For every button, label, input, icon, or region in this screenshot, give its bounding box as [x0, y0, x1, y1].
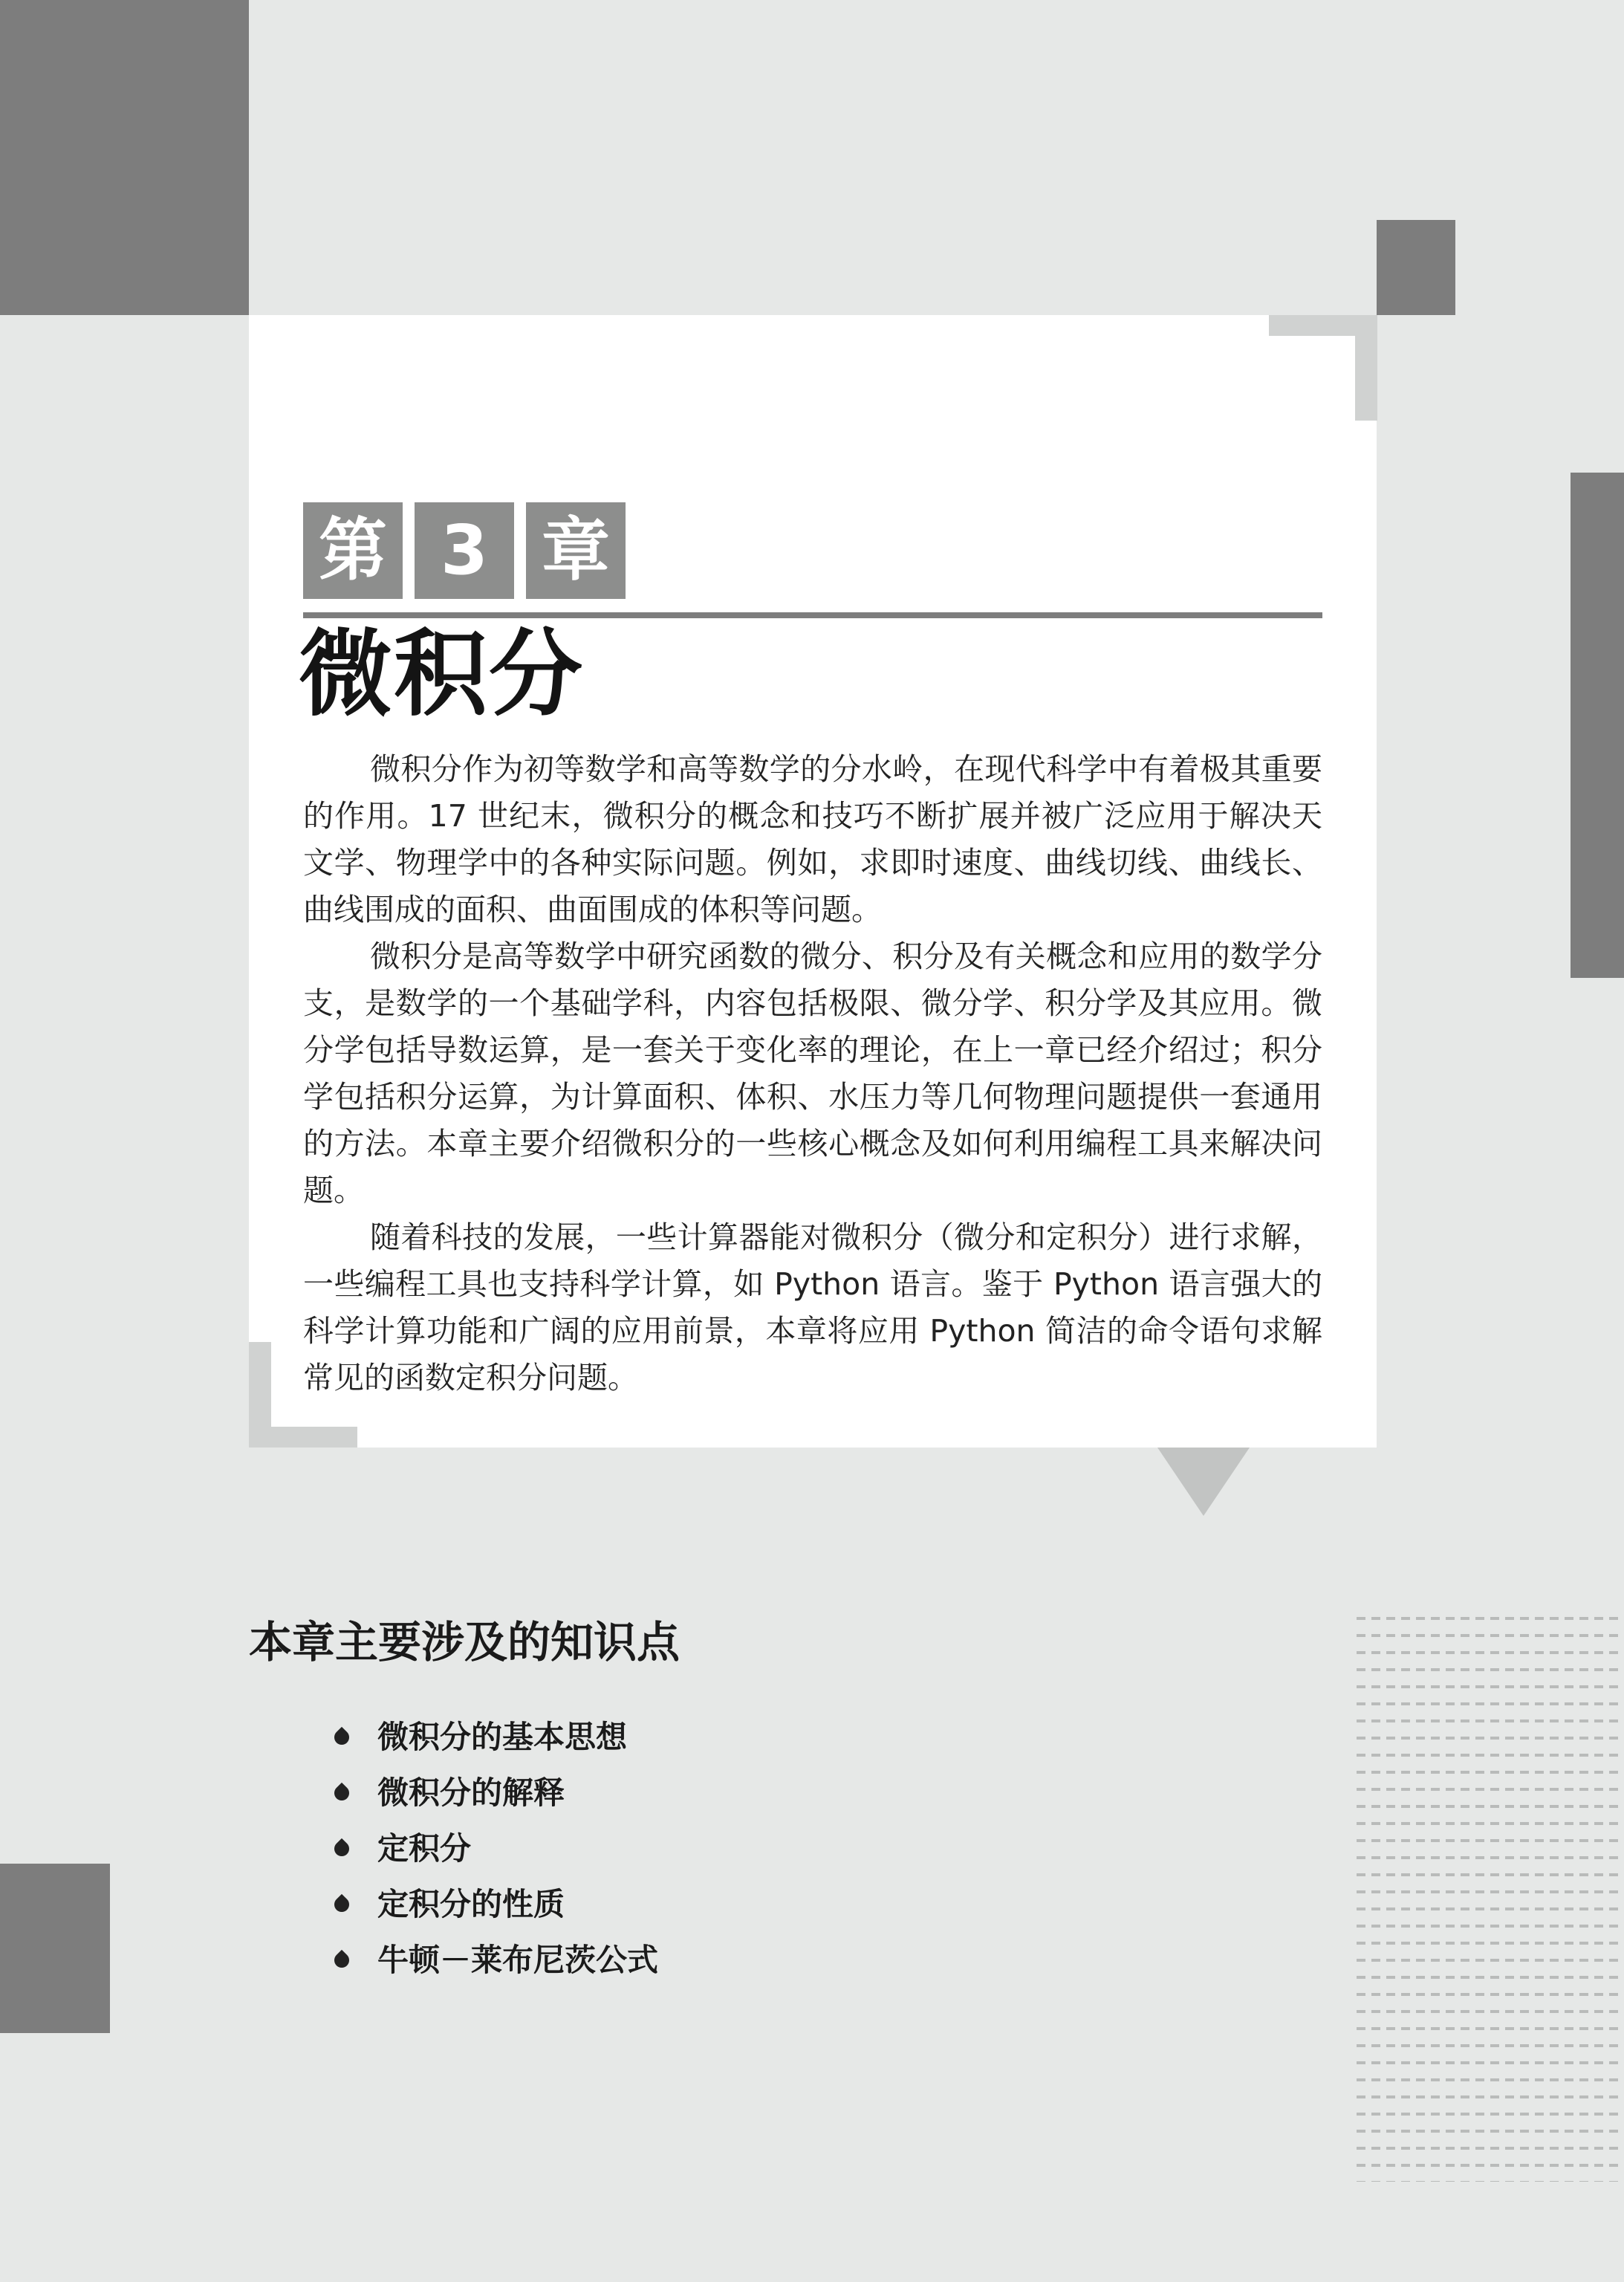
corner-bracket-bottom-left-horizontal: [249, 1427, 357, 1448]
bottom-left-block: [0, 1864, 110, 2033]
list-item: [334, 1765, 658, 1821]
top-left-block: [0, 0, 249, 315]
top-right-block: [1377, 220, 1455, 315]
list-item: [334, 1821, 658, 1876]
chapter-rule: [303, 612, 1322, 618]
dash-pattern: [1357, 1617, 1624, 2182]
chapter-title: 微积分: [299, 619, 584, 729]
drop-bullet-icon: [331, 1893, 352, 1914]
chapter-label-char: 章: [526, 502, 626, 599]
knowledge-points-heading: 本章主要涉及的知识点: [249, 1617, 681, 1667]
drop-bullet-icon: [331, 1949, 352, 1970]
list-item-label: 牛顿－莱布尼茨公式: [377, 1942, 659, 1978]
triangle-pointer-icon: [1157, 1448, 1250, 1516]
corner-bracket-top-right-vertical: [1355, 315, 1377, 421]
drop-bullet-icon: [331, 1726, 352, 1747]
list-item-label: 微积分的基本思想: [377, 1719, 628, 1755]
list-item: [334, 1709, 658, 1765]
chapter-label-char: 第: [303, 502, 403, 599]
list-item: [334, 1932, 658, 1988]
right-edge-tab: [1571, 473, 1624, 978]
knowledge-points-list: [334, 1709, 658, 1988]
list-item: [334, 1876, 658, 1932]
intro-paragraph: 随着科技的发展，一些计算器能对微积分（微分和定积分）进行求解，一些编程工具也支持科学计算，如 Python 语言。鉴于 Python 语言强大的科学计算功能和广阔的应用前景，本章将应用 Python 简洁的命令语句求解常见的函数定积分问题。: [303, 1219, 1322, 1396]
drop-bullet-icon: [331, 1838, 352, 1858]
list-item-label: 微积分的解释: [377, 1774, 565, 1811]
intro-paragraph: 微积分是高等数学中研究函数的微分、积分及有关概念和应用的数学分支，是数学的一个基础学科，内容包括极限、微分学、积分学及其应用。微分学包括导数运算，是一套关于变化率的理论，在上一章已经介绍过；积分学包括积分运算，为计算面积、体积、水压力等几何物理问题提供一套通用的方法。本章主要介绍微积分的一些核心概念及如何利用编程工具来解决问题。: [303, 939, 1322, 1208]
chapter-intro: [303, 746, 1322, 1401]
chapter-number: 3: [415, 502, 514, 599]
list-item-label: 定积分的性质: [377, 1886, 565, 1922]
list-item-label: 定积分: [377, 1830, 472, 1867]
intro-paragraph: 微积分作为初等数学和高等数学的分水岭，在现代科学中有着极其重要的作用。17 世纪末，微积分的概念和技巧不断扩展并被广泛应用于解决天文学、物理学中的各种实际问题。例如，求即时速度、曲线切线、曲线长、曲线围成的面积、曲面围成的体积等问题。: [303, 751, 1322, 927]
drop-bullet-icon: [331, 1782, 352, 1803]
